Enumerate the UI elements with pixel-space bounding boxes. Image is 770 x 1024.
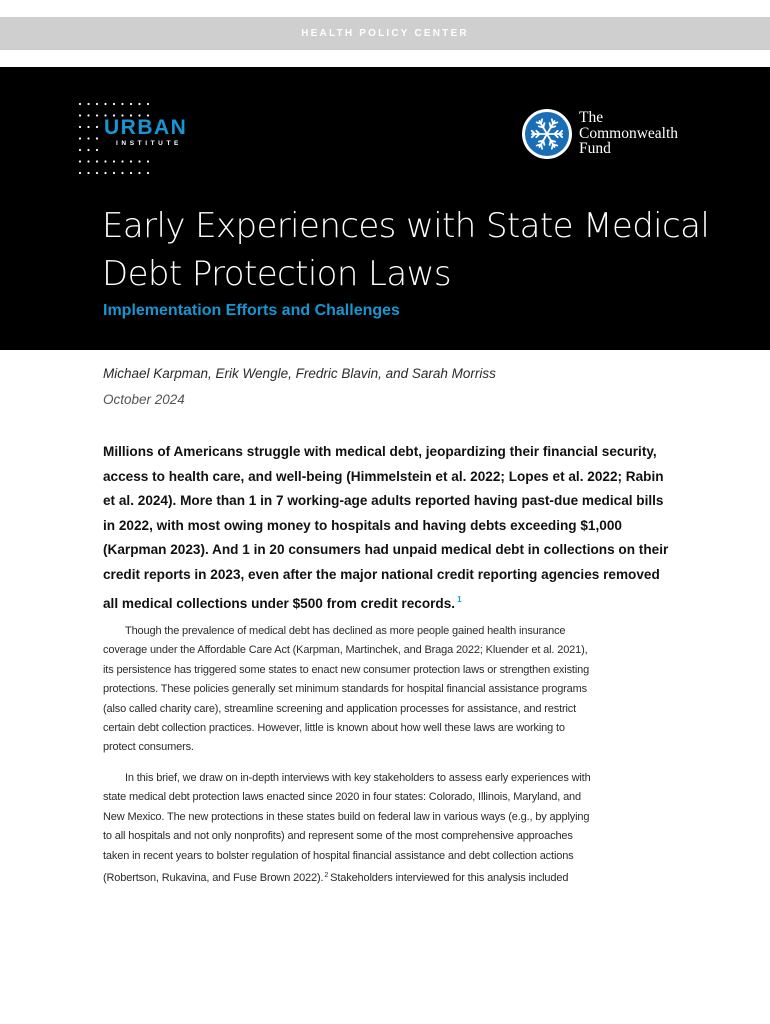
logo-dot [87,114,89,116]
logo-dot [138,160,140,162]
logo-dot [96,149,98,151]
footnote-link[interactable]: 2 [324,872,329,880]
lead-line: credit reports in 2023, even after the major national credit reporting agencies removed [103,566,660,582]
para-line: to all hospitals and not only nonprofits) and represent some of the most comprehensive approaches [103,830,573,843]
logo-dot [113,172,115,174]
title-line: Early Experiences with State Medical [102,206,710,246]
para-line: taken in recent years to bolster regulation of hospital financial assistance and debt collection actions [103,849,574,862]
lead-line: (Karpman 2023). And 1 in 20 consumers had unpaid medical debt in collections on their [103,542,669,558]
header-bar [0,17,770,50]
cf-name-line: Commonwealth [579,124,679,142]
commonwealth-fund-name [579,110,678,157]
logo-dot [138,172,140,174]
lead-line: Millions of Americans struggle with medical debt, jeopardizing their financial security, [103,444,657,459]
body-paragraph [103,622,673,758]
urban-logo-word: URBAN [104,116,188,139]
publication-date: October 2024 [103,392,185,407]
para-line: protections. These policies generally set minimum standards for hospital financial assistance programs [103,683,588,696]
lead-line: in 2022, with most owing money to hospitals and having debts exceeding $1,000 [103,517,622,533]
logo-dot [96,172,98,174]
logo-dot [104,160,106,162]
cf-name-line: The [579,109,604,126]
logo-dot [96,126,98,128]
logo-dot [147,172,149,174]
logo-dot [96,103,98,105]
para-line: coverage under the Affordable Care Act (Karpman, Martinchek, and Braga 2022; Kluender et al. 2021), [103,644,588,657]
lead-line: access to health care, and well-being (Himmelstein et al. 2022; Lopes et al. 2022; Rabin [103,468,664,484]
lead-paragraph [103,440,673,616]
footnote-link[interactable]: 1 [457,594,462,604]
para-line: certain debt collection practices. However, little is known about how well these laws are working to [103,722,565,735]
logo-dot [87,126,89,128]
logo-dot [79,149,81,151]
para-line: its persistence has triggered some states to enact new consumer protection laws or strengthen existing [103,663,590,676]
para-line: In this brief, we draw on in-depth interviews with key stakeholders to assess early experiences with [125,772,591,784]
logo-dot [138,103,140,105]
logo-dot [96,114,98,116]
logo-dot [130,160,132,162]
logo-dot [113,103,115,105]
para-line: protect consumers. [103,741,194,754]
lead-line: et al. 2024). More than 1 in 7 working-age adults reported having past-due medical bills [103,493,664,509]
logo-dot [121,160,123,162]
logo-dot [87,149,89,151]
logo-dot [113,160,115,162]
logo-dot [79,172,81,174]
logo-dot [121,103,123,105]
para-line: New Mexico. The new protections in these states build on federal law in various ways (e.g., by applying [103,810,590,823]
logo-dot [79,126,81,128]
lead-line: all medical collections under $500 from credit records. [103,595,456,611]
para-line: (Robertson, Rukavina, and Fuse Brown 2022). [103,872,324,885]
body-paragraph [103,769,673,888]
logo-dot [87,103,89,105]
para-line: Though the prevalence of medical debt has declined as more people gained health insurance [125,625,566,637]
logo-dot [79,103,81,105]
para-line: Stakeholders interviewed for this analysis included [330,872,569,885]
urban-logo-sub: INSTITUTE [116,140,182,147]
logo-dot [130,172,132,174]
logo-dot [79,160,81,162]
logo-dot [147,103,149,105]
center-label: HEALTH POLICY CENTER [301,28,469,39]
logo-dot [79,137,81,139]
logo-dot [104,103,106,105]
logo-dot [87,172,89,174]
logo-dot [96,137,98,139]
logo-dot [130,103,132,105]
para-line: state medical debt protection laws enacted since 2020 in four states: Colorado, Illinois, Maryland, and [103,791,581,804]
logo-dot [147,160,149,162]
logo-dot [87,137,89,139]
title-line: Debt Protection Laws [102,254,451,294]
authors: Michael Karpman, Erik Wengle, Fredric Blavin, and Sarah Morriss [103,366,496,381]
page-subtitle: Implementation Efforts and Challenges [103,302,400,319]
logo-dot [104,172,106,174]
logo-dot [96,160,98,162]
page-title [102,202,742,298]
logo-dot [87,160,89,162]
logo-dot [79,114,81,116]
logo-dot [121,172,123,174]
para-line: (also called charity care), streamline screening and application processes for assistance, and restrict [103,702,577,715]
cf-name-line: Fund [579,140,611,157]
snowflake-seal-icon [521,108,573,160]
